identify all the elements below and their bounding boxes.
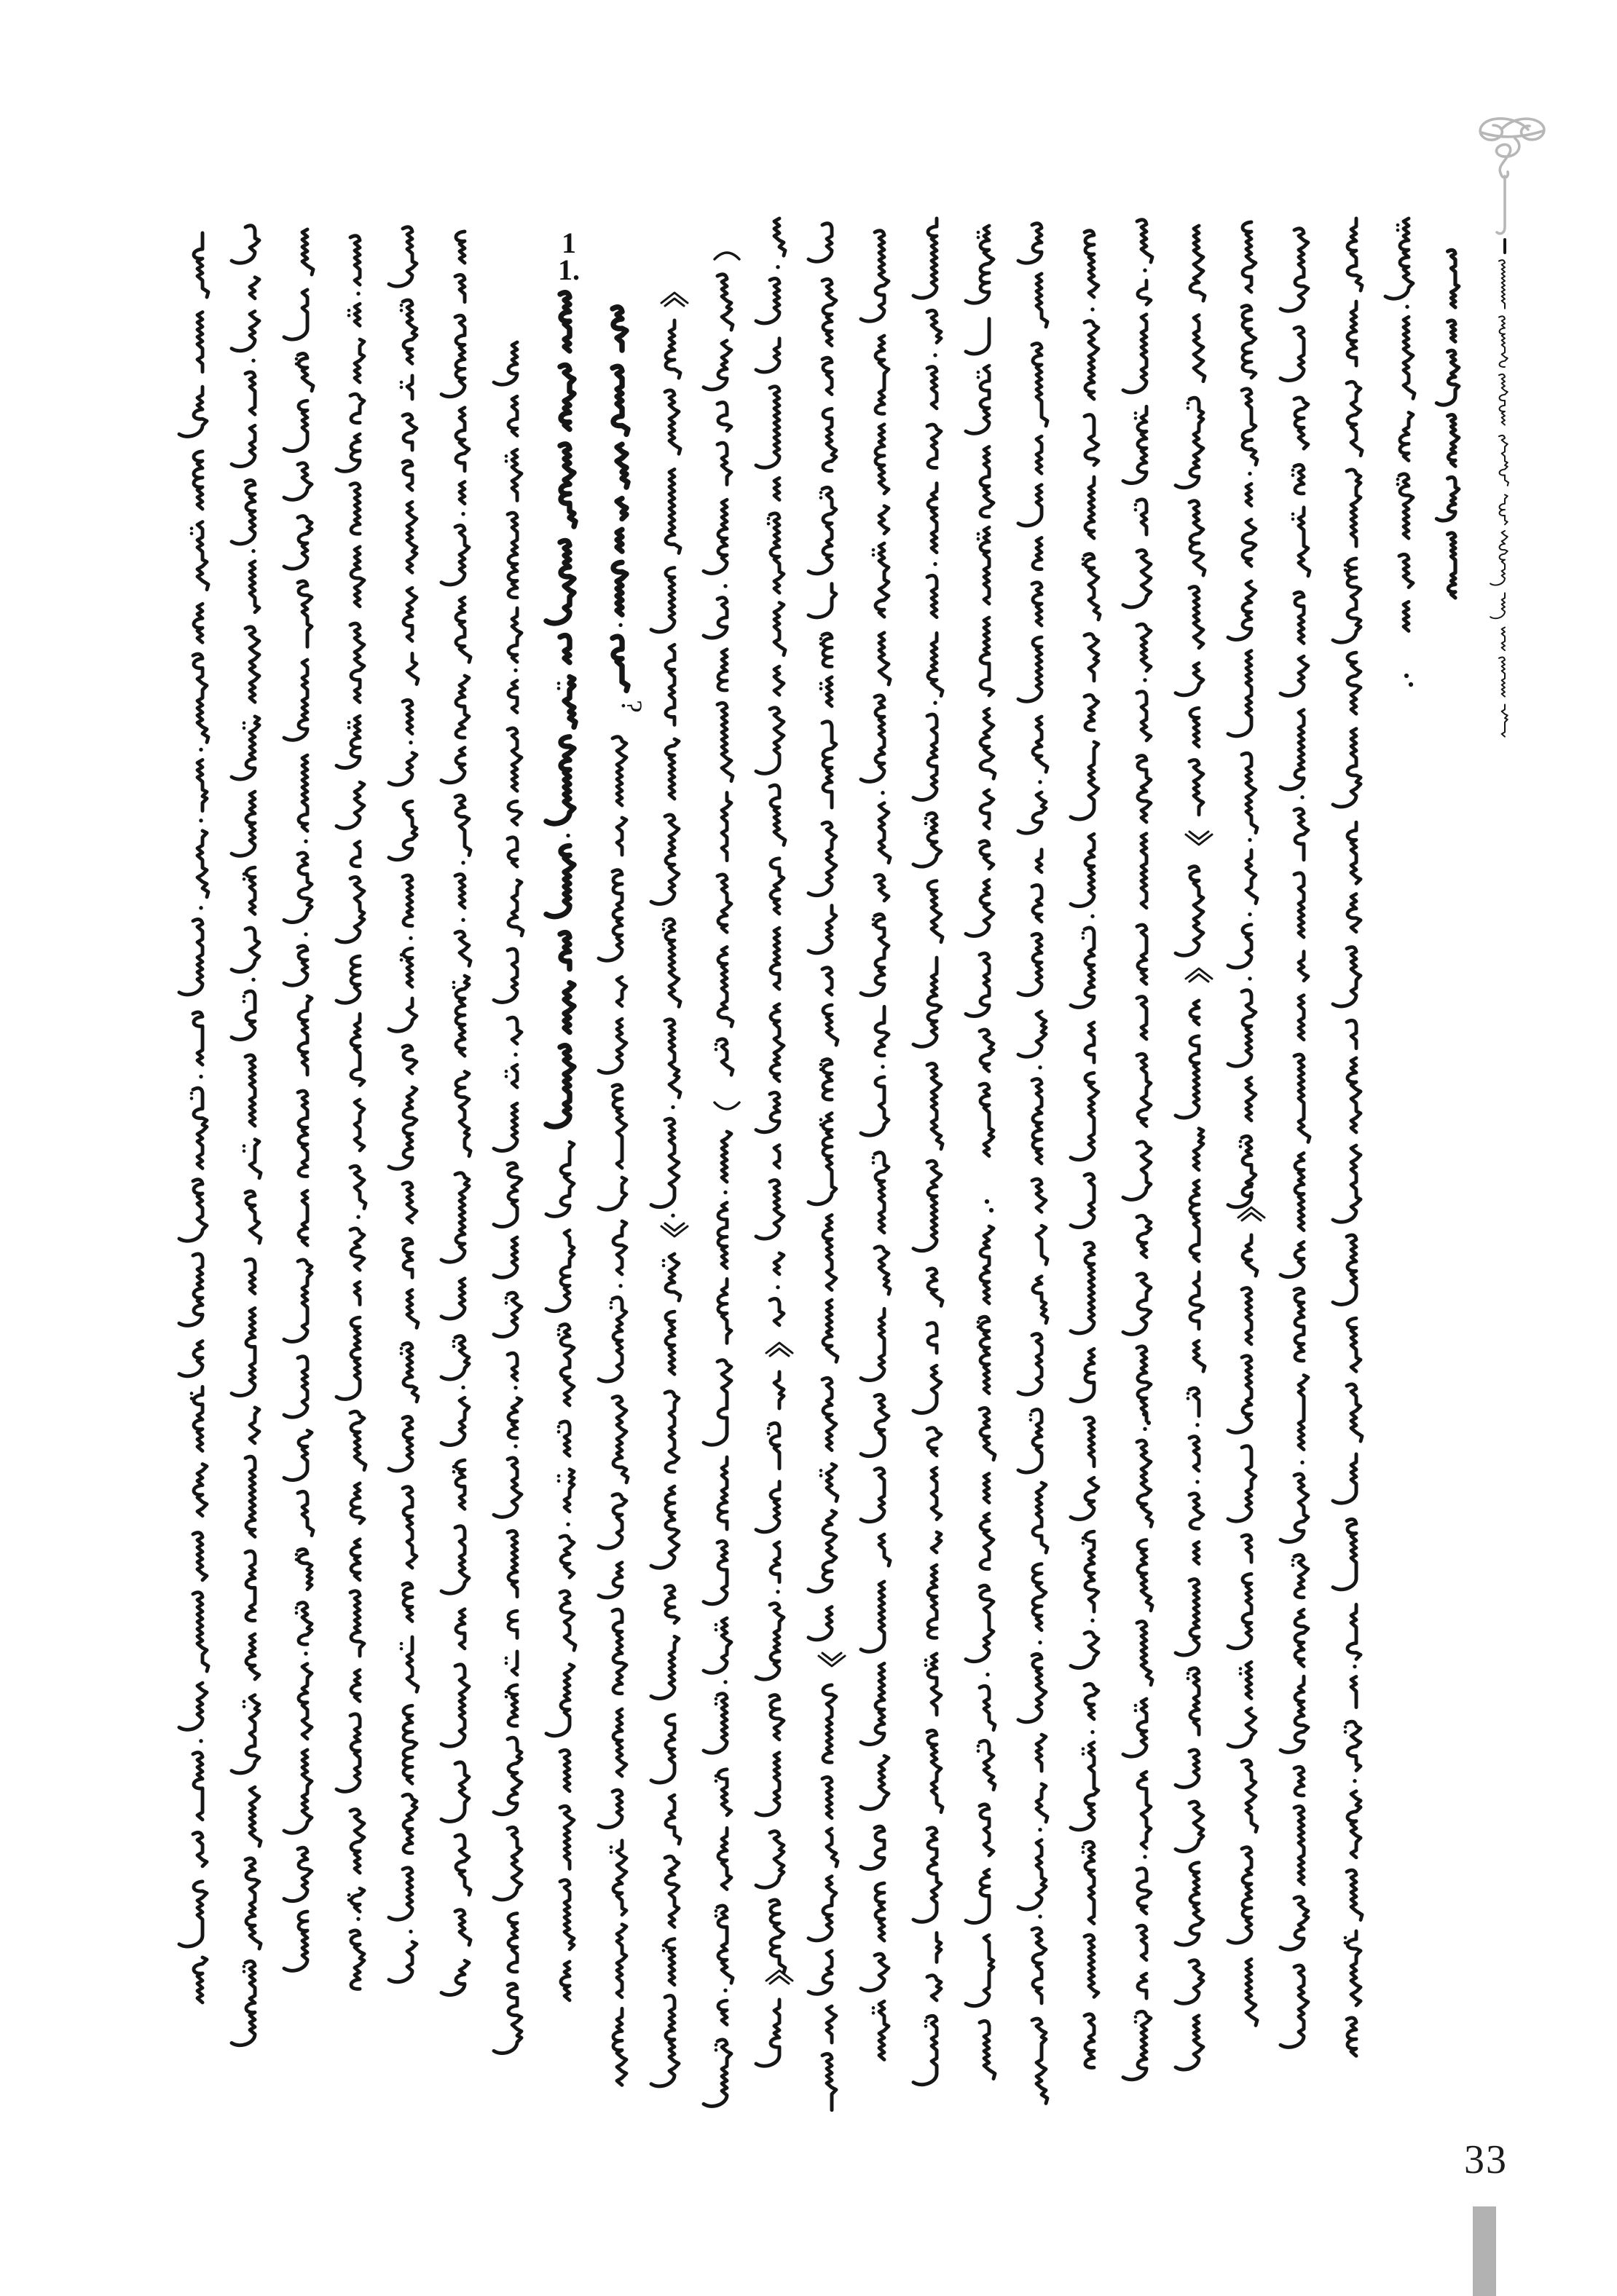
text-column (704, 275, 733, 2107)
punctuation-mark-close-quote (661, 1223, 688, 1236)
running-head-subtitle-column (1490, 260, 1508, 736)
text-column (1280, 229, 1310, 2048)
text-column (1018, 224, 1047, 2104)
text-column (494, 342, 523, 2054)
punctuation-mark-question (615, 700, 648, 713)
punctuation-mark-full-stop (1404, 674, 1413, 687)
text-column (546, 293, 575, 2000)
text-column (441, 232, 471, 1995)
text-column (337, 236, 366, 1989)
text-column (1228, 222, 1257, 2025)
text-column (808, 224, 838, 2110)
punctuation-mark-colon (1249, 438, 1254, 451)
text-column (232, 226, 261, 2046)
punctuation-mark-open-quote (1186, 968, 1212, 982)
text-column (179, 233, 208, 2003)
text-column (1071, 231, 1100, 2068)
text-column (1123, 220, 1152, 2080)
text-column (1385, 218, 1415, 631)
text-column (913, 218, 943, 2085)
text-column (966, 226, 995, 2079)
footer-bar (1473, 2206, 1496, 2296)
punctuation-mark-full-stop (985, 1199, 994, 1212)
page-number: 33 (1464, 2137, 1508, 2182)
text-column (756, 218, 785, 2066)
punctuation-mark-colon (1249, 1182, 1254, 1196)
text-column (1333, 218, 1362, 2056)
punctuation-mark-open-quote (766, 1343, 792, 1356)
text-column (284, 229, 313, 1970)
text-column (389, 227, 418, 1982)
text-column (1176, 226, 1205, 2070)
punctuation-mark-open-quote (766, 1970, 792, 1984)
list-item-number: 11. (558, 226, 580, 286)
punctuation-mark-open-paren (715, 253, 739, 259)
running-head-title-column (1436, 250, 1458, 597)
text-column (861, 231, 890, 2060)
punctuation-mark-close-quote (1186, 832, 1212, 845)
text-column (651, 320, 680, 2086)
punctuation-mark-close-paren (715, 1102, 739, 1109)
svg-text:?: ? (615, 700, 648, 713)
punctuation-mark-open-quote (1238, 1207, 1264, 1220)
punctuation-mark-open-quote (661, 293, 688, 306)
text-column (599, 307, 628, 2086)
punctuation-mark-close-quote (819, 1653, 845, 1666)
ornament-flourish (1480, 119, 1544, 234)
